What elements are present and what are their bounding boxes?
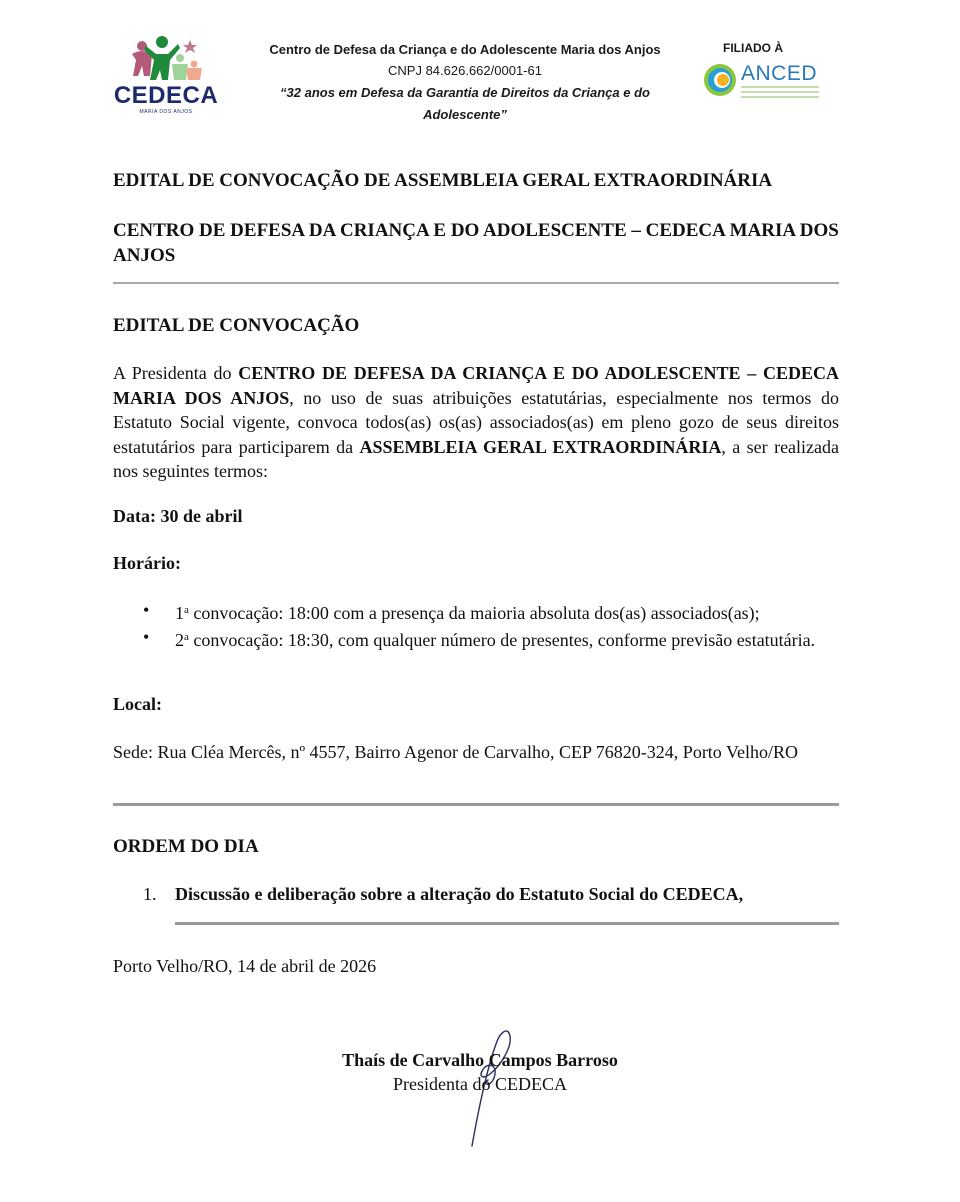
affiliation-label: FILIADO À	[723, 41, 783, 55]
signatory-role: Presidenta do CEDECA	[393, 1074, 567, 1094]
entity-heading: CENTRO DE DEFESA DA CRIANÇA E DO ADOLESCENTE – CEDECA MARIA DOS ANJOS	[113, 220, 839, 266]
intro-text: A Presidenta do	[113, 363, 239, 383]
divider	[175, 922, 839, 925]
organization-motto: “32 anos em Defesa da Garantia de Direitos da Criança e do Adolescente”	[280, 85, 650, 122]
anced-wordmark: ANCED	[741, 62, 818, 85]
intro-text: , no uso de suas atribuições estatutárias, especialmente nos termos do Estatuto Social vigente, convoca todos(as) os(as) associados(as) em pleno gozo de seus direitos estatutários para participarem da	[113, 387, 839, 457]
section-heading: EDITAL DE CONVOCAÇÃO	[113, 315, 360, 336]
letterhead	[0, 0, 960, 130]
agenda-item-text: Discussão e deliberação sobre a alteração do Estatuto Social do CEDECA,	[175, 884, 744, 904]
intro-text: , a ser realizada nos seguintes termos:	[113, 436, 840, 481]
cedeca-logo	[108, 36, 224, 116]
agenda-heading: ORDEM DO DIA	[113, 836, 259, 857]
anced-logo	[702, 62, 822, 104]
children-figures-icon	[128, 36, 208, 84]
address: Sede: Rua Cléa Mercês, nº 4557, Bairro Agenor de Carvalho, CEP 76820-324, Porto Velho/RO	[113, 742, 798, 762]
signatory-name: Thaís de Carvalho Campos Barroso	[342, 1050, 618, 1070]
time-label: Horário:	[113, 553, 181, 573]
agenda-item-number: 1.	[143, 884, 157, 904]
bullet-icon: •	[143, 600, 150, 620]
anced-tagline-decoration	[741, 86, 819, 101]
location-label: Local:	[113, 694, 162, 714]
schedule-ordinal-suffix: a	[184, 631, 189, 643]
schedule-item	[113, 598, 839, 625]
schedule-list	[113, 598, 839, 652]
anced-ring-icon	[702, 62, 738, 98]
cedeca-wordmark: CEDECA	[113, 82, 219, 109]
intro-entity-name: CENTRO DE DEFESA DA CRIANÇA E DO ADOLESCENTE – CEDECA MARIA DOS ANJOS	[113, 363, 839, 408]
schedule-ordinal-suffix: a	[184, 604, 189, 616]
organization-info	[240, 40, 690, 126]
schedule-text: convocação: 18:00 com a presença da maioria absoluta dos(as) associados(as);	[188, 603, 760, 623]
cedeca-subtext: MARIA DOS ANJOS	[139, 109, 193, 115]
schedule-ordinal: 2	[175, 630, 184, 650]
document-title: EDITAL DE CONVOCAÇÃO DE ASSEMBLEIA GERAL EXTRAORDINÁRIA	[113, 170, 773, 191]
bullet-icon: •	[143, 627, 150, 647]
divider	[113, 282, 839, 284]
organization-name: Centro de Defesa da Criança e do Adolescente Maria dos Anjos	[269, 42, 661, 57]
organization-cnpj: CNPJ 84.626.662/0001-61	[388, 63, 542, 78]
intro-assembly-name: ASSEMBLEIA GERAL EXTRAORDINÁRIA	[359, 436, 722, 457]
divider	[113, 803, 839, 806]
intro-paragraph	[113, 361, 839, 484]
schedule-item	[113, 625, 839, 652]
place-and-date: Porto Velho/RO, 14 de abril de 2026	[113, 956, 377, 976]
schedule-ordinal: 1	[175, 603, 184, 623]
schedule-text: convocação: 18:30, com qualquer número de presentes, conforme previsão estatutária.	[188, 630, 816, 650]
date-line: Data: 30 de abril	[113, 506, 243, 526]
